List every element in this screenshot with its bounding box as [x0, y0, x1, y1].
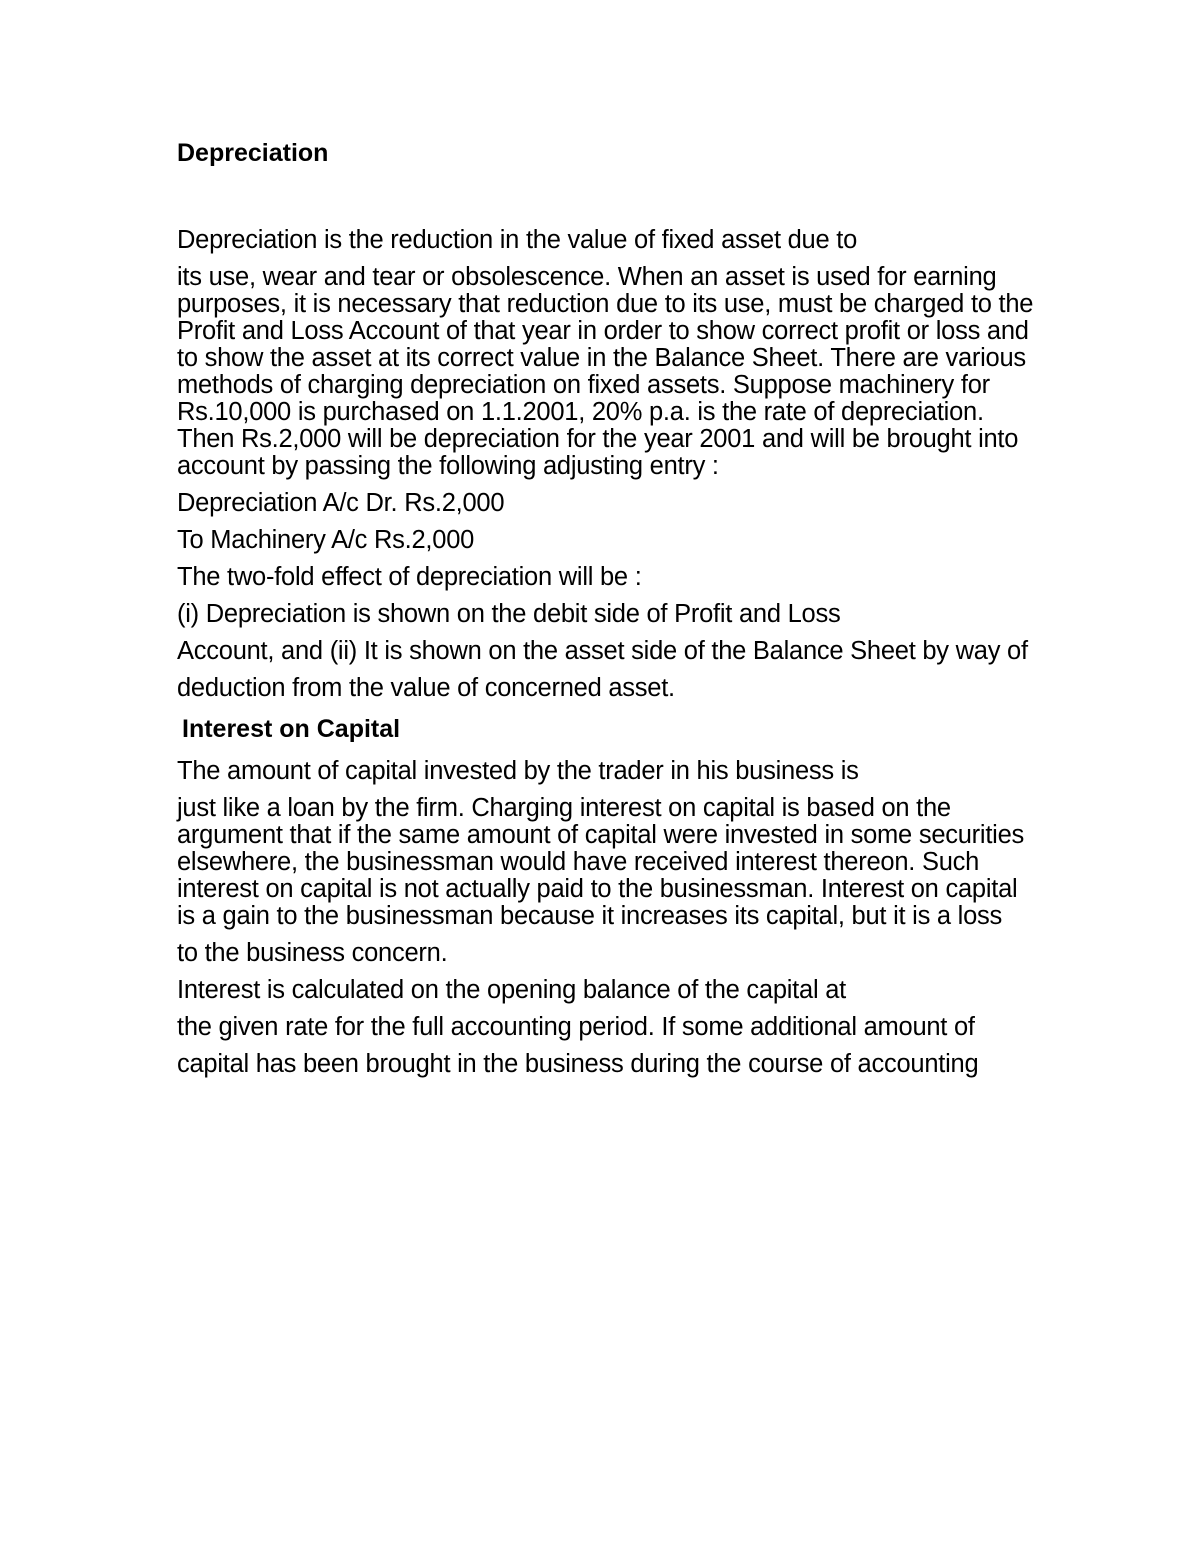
- journal-entry-debit: Depreciation A/c Dr. Rs.2,000: [177, 489, 505, 517]
- paragraph: Account, and (ii) It is shown on the asset side of the Balance Sheet by way of: [177, 637, 1028, 665]
- paragraph: Interest is calculated on the opening balance of the capital at: [177, 976, 846, 1004]
- paragraph: capital has been brought in the business during the course of accounting: [177, 1050, 979, 1078]
- paragraph: Depreciation is the reduction in the value of fixed asset due to: [177, 226, 858, 254]
- paragraph: the given rate for the full accounting period. If some additional amount of: [177, 1013, 975, 1041]
- paragraph: (i) Depreciation is shown on the debit side of Profit and Loss: [177, 600, 841, 628]
- paragraph: its use, wear and tear or obsolescence. When an asset is used for earning purposes, it is necessary that reduction due to its use, must be charged to the Profit and Loss Account of that year in order to show correct profit or loss and to show the asset at its correct value in the Balance Sheet. There are various methods of charging depreciation on fixed assets. Suppose machinery for Rs.10,000 is purchased on 1.1.2001, 20% p.a. is the rate of depreciation. Then Rs.2,000 will be depreciation for the year 2001 and will be brought into account by passing the following adjusting entry :: [177, 263, 1034, 480]
- section-title-depreciation: Depreciation: [177, 139, 329, 167]
- journal-entry-credit: To Machinery A/c Rs.2,000: [177, 526, 475, 554]
- paragraph: just like a loan by the firm. Charging interest on capital is based on the argument that if the same amount of capital were invested in some securities elsewhere, the businessman would have received interest thereon. Such interest on capital is not actually paid to the businessman. Interest on capital is a gain to the businessman because it increases its capital, but it is a loss: [177, 794, 1025, 930]
- paragraph: The two-fold effect of depreciation will be :: [177, 563, 642, 591]
- paragraph: deduction from the value of concerned asset.: [177, 674, 675, 702]
- paragraph: to the business concern.: [177, 939, 448, 967]
- document-body: [177, 136, 1037, 1088]
- section-title-interest-on-capital: Interest on Capital: [182, 715, 401, 743]
- paragraph: The amount of capital invested by the trader in his business is: [177, 757, 859, 785]
